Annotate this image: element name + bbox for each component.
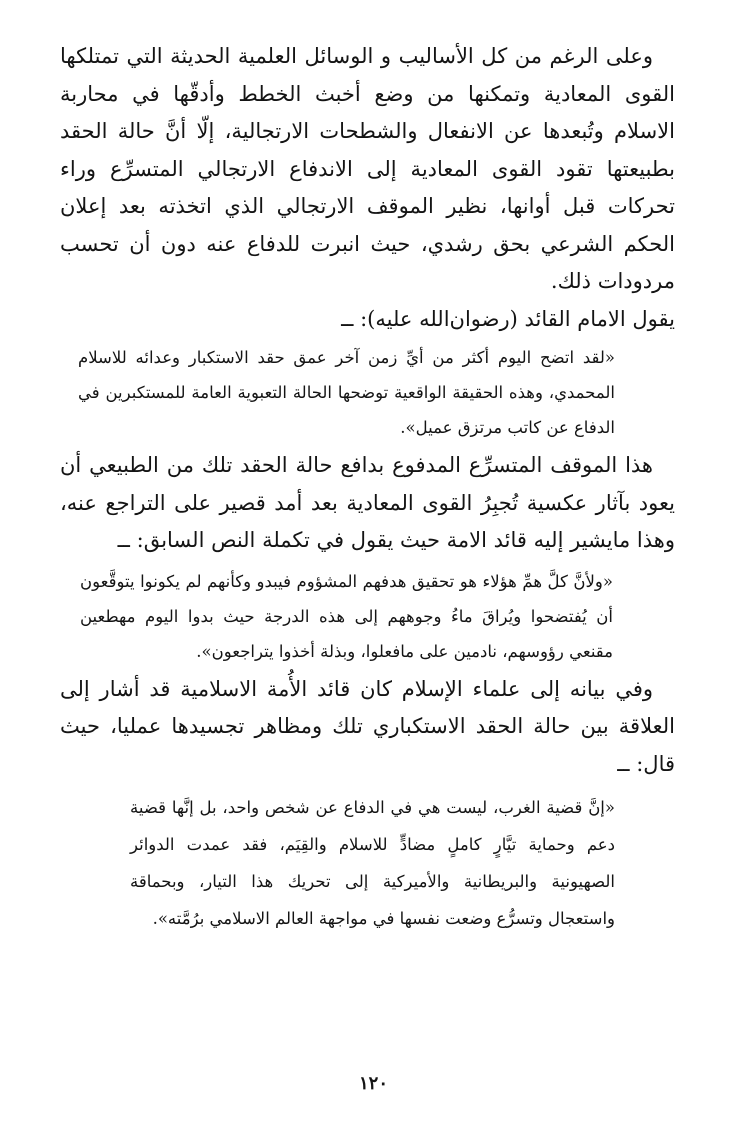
quote-3: «إنَّ قضية الغرب، ليست هي في الدفاع عن شخص واحد، بل إنَّها قضية دعم وحماية تيَّارٍ كاملٍ مضادٍّ للاسلام والقِيَم، فقد عمدت الدوائر الصهيونية والبريطانية والأميركية إلى تحريك هذا التيار، وبحماقة واستعجال وتسرُّع وضعت نفسها في مواجهة العالم الاسلامي برُمَّته». [130,798,615,928]
paragraph-1: وعلى الرغم من كل الأساليب و الوسائل العلمية الحديثة التي تمتلكها القوى المعادية وتمكنها من وضع أخبث الخطط وأدقّها في محاربة الاسلام وتُبعدها عن الانفعال والشطحات الارتجالية، إلّا أنَّ حالة الحقد بطبيعتها تقود القوى المعادية إلى الاندفاع الارتجالي المتسرِّع وراء تحركات قبل أوانها، نظير الموقف الارتجالي الذي اتخذته بعد إعلان الحكم الشرعي بحق رشدي، حيث انبرت للدفاع عنه دون أن تحسب مردودات ذلك. [60,44,675,293]
page-content [60,38,675,937]
paragraph-4: وفي بيانه إلى علماء الإسلام كان قائد الأُمة الاسلامية قد أشار إلى العلاقة بين حالة الحقد الاستكباري تلك ومظاهر تجسيدها عمليا، حيث قال: ــ [60,676,675,776]
page-number: ١٢٠ [358,1073,388,1094]
paragraph-3: هذا الموقف المتسرِّع المدفوع بدافع حالة الحقد تلك من الطبيعي أن يعود بآثار عكسية تُجبِرُ القوى المعادية بعد أمد قصير على التراجع عنه، وهذا مايشير إليه قائد الامة حيث يقول في تكملة النص السابق: ــ [60,453,675,552]
quote-2: «ولأنَّ كلَّ همِّ هؤلاء هو تحقيق هدفهم المشؤوم فيبدو وكأنهم لم يكونوا يتوقَّعون أن يُفتضحوا ويُراقَ ماءُ وجوههم إلى هذه الدرجة حيث بدوا اليوم مهطعين مقنعي رؤوسهم، نادمين على مافعلوا، وبذلة أخذوا يتراجعون». [80,571,613,661]
quote-1: «لقد اتضح اليوم أكثر من أيِّ زمن آخر عمق حقد الاستكبار وعدائه للاسلام المحمدي، وهذه الحقيقة الواقعية توضحها الحالة التعبوية العامة للمستكبرين في الدفاع عن كاتب مرتزق عميل». [78,348,615,437]
paragraph-2: يقول الامام القائد (رضوان‌الله عليه): ــ [341,306,675,331]
